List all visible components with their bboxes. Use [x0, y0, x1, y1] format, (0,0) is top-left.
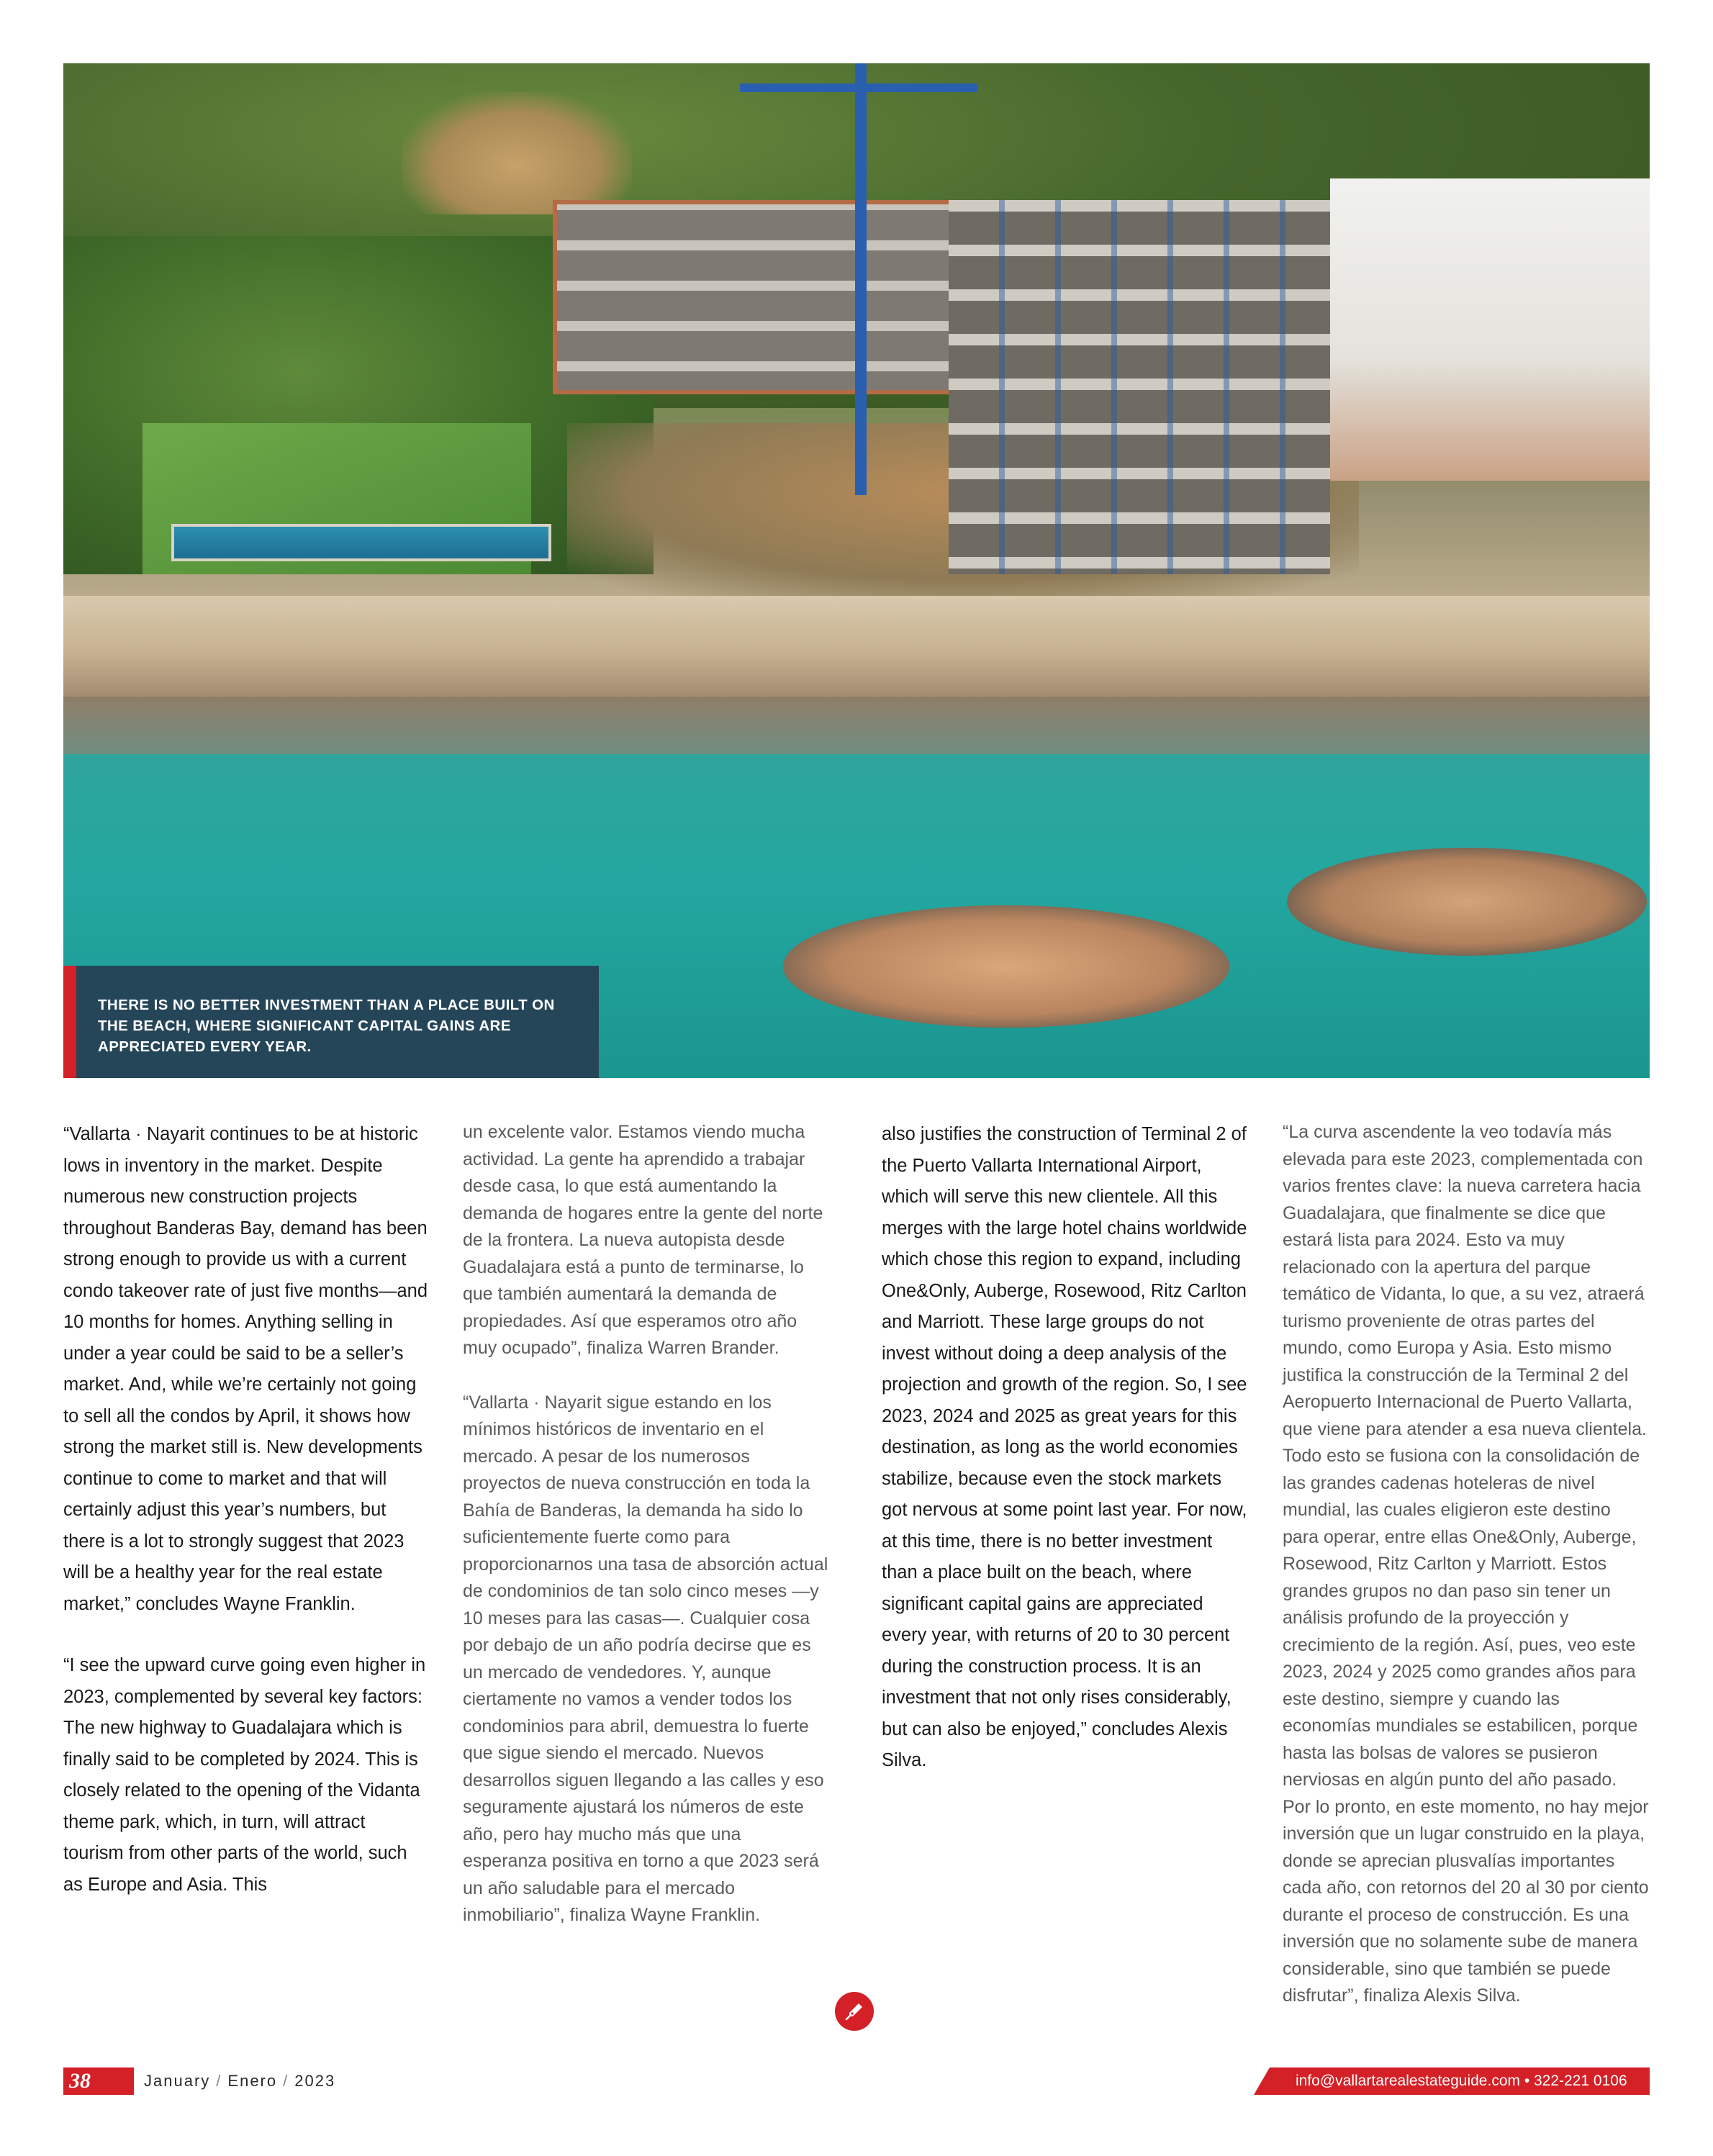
column-spanish-2 [1283, 1119, 1650, 2037]
paragraph: un excelente valor. Estamos viendo mucha actividad. La gente ha aprendido a trabajar desde casa, lo que está aumentando la demanda de hogares entre la gente del norte de la frontera. La nueva autopista desde Guadalajara está a punto de terminarse, lo que también aumentará la demanda de propiedades. Así que esperamos otro año muy ocupado”, finaliza Warren Brander. [463, 1122, 823, 1358]
issue-year: 2023 [294, 2072, 336, 2090]
photo-building-tower [949, 200, 1330, 574]
issue-month-es: Enero [227, 2072, 278, 2090]
issue-date [144, 2067, 335, 2096]
pen-nib-icon [835, 1992, 874, 2031]
photo-crane-mast [855, 63, 867, 495]
paragraph: “Vallarta · Nayarit sigue estando en los mínimos históricos de inventario en el mercado. A pesar de los numerosos proyectos de nueva construcción en toda la Bahía de Banderas, la demanda ha sido lo suficientemente fuerte como para proporcionarnos una tasa de absorción actual de condominios de tan solo cinco meses —y 10 meses para las casas—. Cualquier cosa por debajo de un año podría decirse que es un mercado de vendedores. Y, aunque ciertamente no vamos a vender todos los condominios para abril, demuestra lo fuerte que sigue siendo el mercado. Nuevos desarrollos siguen llegando a las calles y eso seguramente ajustará los números de este año, pero hay mucho más que una esperanza positiva en torno a que 2023 será un año saludable para el mercado inmobiliario”, finaliza Wayne Franklin. [463, 1392, 828, 1925]
paragraph: “I see the upward curve going even higher in 2023, complemented by several key factors: The new highway to Guadalajara which is finally said to be completed by 2024. This is closely related to the opening of the Vidanta theme park, which, in turn, will attract tourism from other parts of the world, such as Europe and Asia. This [63, 1655, 426, 1895]
column-spanish-1 [463, 1119, 830, 1957]
column-english-1 [63, 1119, 430, 1931]
photo-rock-jetty-right [1287, 848, 1647, 956]
photo-beach-sand [63, 596, 1650, 704]
contact-info[interactable]: info@vallartarealestateguide.com • 322-221 0106 [1296, 2073, 1627, 2089]
photo-dirt-clearing [402, 92, 632, 214]
photo-shoreline [63, 697, 1650, 761]
issue-month-en: January [144, 2072, 211, 2090]
paragraph: “Vallarta · Nayarit continues to be at historic lows in inventory in the market. Despite numerous new construction projects throughout Banderas Bay, demand has been strong enough to provide us with a current condo takeover rate of just five months—and 10 months for homes. Anything selling in under a year could be said to be a seller’s market. And, while we’re certainly not going to sell all the condos by April, it shows how strong the market still is. New developments continue to come to market and that will certainly adjust this year’s numbers, but there is a lot to strongly suggest that 2023 will be a healthy year for the real estate market,” concludes Wayne Franklin. [63, 1124, 428, 1614]
photo-caption [63, 966, 599, 1078]
photo-white-buildings [1330, 178, 1650, 481]
photo-caption-text: THERE IS NO BETTER INVESTMENT THAN A PLACE BUILT ON THE BEACH, WHERE SIGNIFICANT CAPITAL GAINS ARE APPRECIATED EVERY YEAR. [98, 997, 555, 1055]
hero-photo [63, 63, 1650, 1078]
photo-infinity-pool [171, 524, 551, 561]
page-number: 38 [69, 2069, 91, 2093]
paragraph: also justifies the construction of Terminal 2 of the Puerto Vallarta International Airport, which will serve this new clientele. All this merges with the large hotel chains worldwide which chose this region to expand, including One&Only, Auberge, Rosewood, Ritz Carlton and Marriott. These large groups do not invest without doing a deep analysis of the projection and growth of the region. So, I see 2023, 2024 and 2025 as great years for this destination, as long as the world economies stabilize, because even the stock markets got nervous at some point last year. For now, at this time, there is no better investment than a place built on the beach, where significant capital gains are appreciated every year, with returns of 20 to 30 percent during the construction process. It is an investment that not only rises considerably, but can also be enjoyed,” concludes Alexis Silva. [882, 1124, 1247, 1770]
date-separator: / [283, 2072, 289, 2090]
pen-nib-glyph [844, 2001, 865, 2022]
column-english-2 [882, 1119, 1249, 1807]
paragraph: “La curva ascendente la veo todavía más elevada para este 2023, complementada con varios frentes clave: la nueva carretera hacia Guadalajara, que finalmente se dice que estará lista para 2024. Esto va muy relacionado con la apertura del parque temático de Vidanta, lo que, a su vez, atraerá turismo proveniente de otras partes del mundo, como Europa y Asia. Esto mismo justifica la construcción de la Terminal 2 del Aeropuerto Internacional de Puerto Vallarta, que viene para atender a esa nueva clientela. Todo esto se fusiona con la consolidación de las grandes cadenas hoteleras de nivel mundial, las cuales eligieron este destino para operar, entre ellas One&Only, Auberge, Rosewood, Ritz Carlton y Marriott. Estos grandes grupos no dan paso sin tener un análisis profundo de la proyección y crecimiento de la región. Así, pues, veo este 2023, 2024 y 2025 como grandes años para este destino, siempre y cuando las economías mundiales se estabilicen, porque hasta las bolsas de valores se pusieron nerviosas en algún punto del año pasado. Por lo pronto, en este momento, no hay mejor inversión que un lugar construido en la playa, donde se aprecian plusvalías importantes cada año, con retornos del 20 al 30 por ciento durante el proceso de construcción. Es una inversión que no solamente sube de manera considerable, sino que también se puede disfrutar”, finaliza Alexis Silva. [1283, 1122, 1649, 2006]
photo-crane-jib [740, 83, 977, 92]
photo-rock-jetty-left [783, 905, 1229, 1028]
date-separator: / [216, 2072, 222, 2090]
